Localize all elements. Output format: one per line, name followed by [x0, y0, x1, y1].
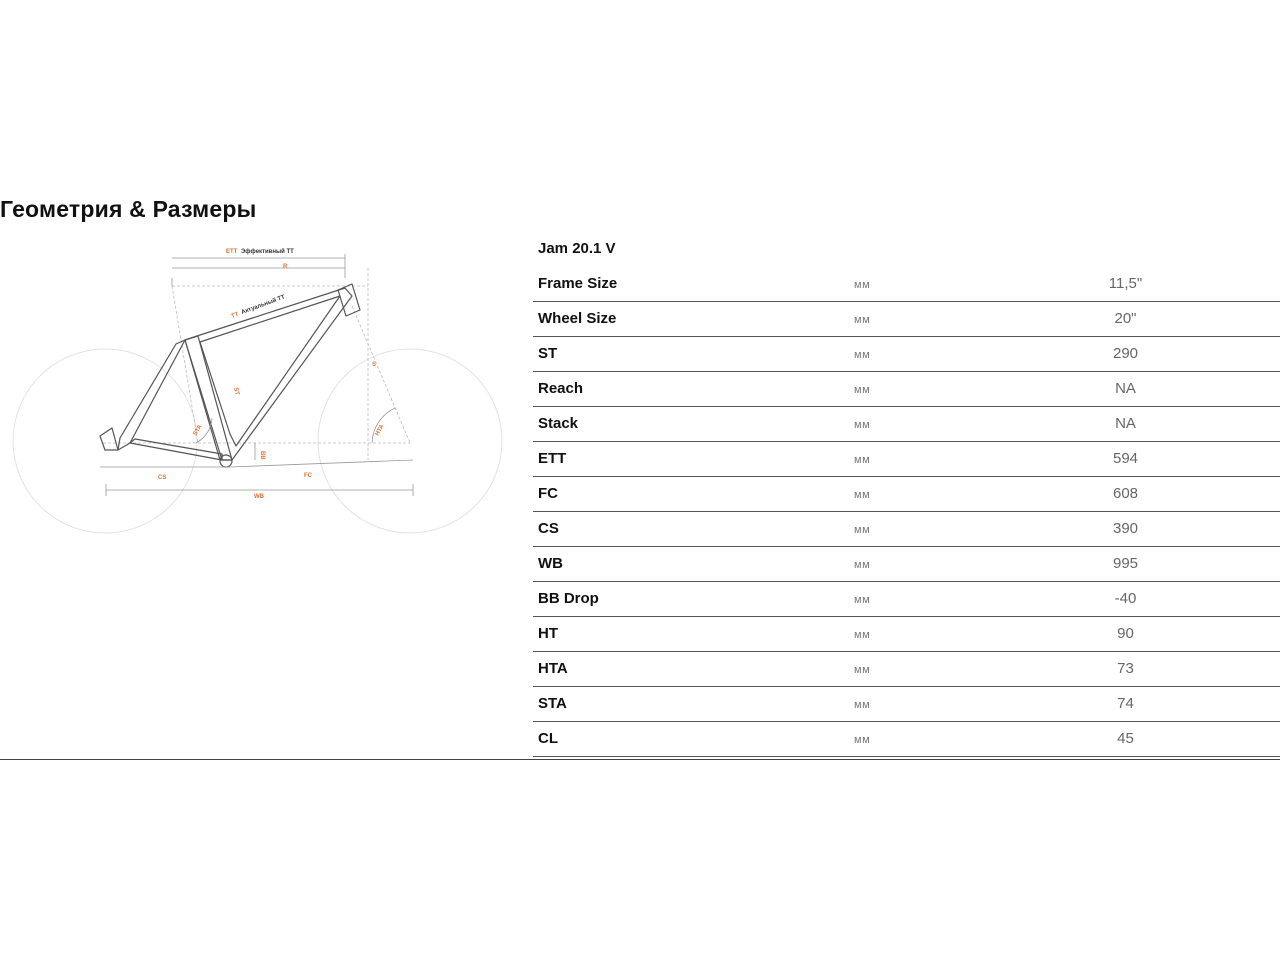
fc-label: FC — [304, 473, 312, 479]
table-row — [533, 267, 1280, 302]
row-unit: мм — [854, 419, 871, 431]
row-unit: мм — [854, 454, 871, 466]
row-value: 73 — [1117, 660, 1134, 677]
hta-label: HTA — [374, 423, 386, 437]
row-value: 74 — [1117, 695, 1134, 712]
row-value: NA — [1115, 380, 1136, 397]
row-unit: мм — [854, 699, 871, 711]
row-unit: мм — [854, 524, 871, 536]
table-row — [533, 302, 1280, 337]
row-parameter-name: CL — [538, 730, 558, 747]
row-value: 11,5" — [1108, 275, 1143, 292]
bike-geometry-diagram — [0, 238, 520, 548]
tt-code-label: TT — [230, 311, 240, 320]
row-parameter-name: STA — [538, 695, 567, 712]
row-value: 608 — [1112, 485, 1139, 502]
row-unit: мм — [854, 279, 871, 291]
row-unit: мм — [854, 664, 871, 676]
table-row — [533, 407, 1280, 442]
ett-code-label: ETT — [226, 249, 238, 255]
row-unit: мм — [854, 489, 871, 501]
row-parameter-name: BB Drop — [538, 590, 599, 607]
front-wheel — [318, 349, 502, 533]
row-unit: мм — [854, 559, 871, 571]
table-row — [533, 687, 1280, 722]
row-unit: мм — [854, 349, 871, 361]
row-parameter-name: Wheel Size — [538, 310, 617, 327]
row-unit: мм — [854, 629, 871, 641]
row-unit: мм — [854, 384, 871, 396]
table-row — [533, 617, 1280, 652]
st-label: ST — [232, 386, 240, 396]
row-value: NA — [1115, 415, 1136, 432]
row-value: 90 — [1117, 625, 1134, 642]
row-parameter-name: FC — [538, 485, 558, 502]
wb-label: WB — [254, 494, 264, 500]
row-parameter-name: ST — [538, 345, 558, 362]
row-parameter-name: Frame Size — [538, 275, 618, 292]
row-parameter-name: Reach — [538, 380, 584, 397]
row-parameter-name: ETT — [538, 450, 567, 467]
row-value: 390 — [1112, 520, 1139, 537]
row-value: 290 — [1112, 345, 1139, 362]
model-title: Jam 20.1 V — [538, 240, 616, 257]
table-row — [533, 582, 1280, 617]
sta-label: STA — [192, 423, 204, 437]
table-row — [533, 652, 1280, 687]
row-unit: мм — [854, 734, 871, 746]
table-row — [533, 547, 1280, 582]
row-unit: мм — [854, 594, 871, 606]
s-label: S — [372, 362, 377, 368]
row-unit: мм — [854, 314, 871, 326]
rear-wheel — [13, 349, 197, 533]
ett-text-label: Эффективный TT — [241, 249, 294, 255]
row-parameter-name: CS — [538, 520, 559, 537]
bottom-divider — [0, 759, 1280, 760]
row-parameter-name: HTA — [538, 660, 568, 677]
table-row — [533, 372, 1280, 407]
row-parameter-name: WB — [538, 555, 563, 572]
bike-frame — [100, 284, 360, 467]
r-label: R — [283, 264, 288, 270]
table-row — [533, 442, 1280, 477]
tt-text-label: Актуальный TT — [240, 294, 286, 316]
row-value: 20" — [1114, 310, 1137, 327]
row-parameter-name: Stack — [538, 415, 579, 432]
geometry-table — [533, 267, 1280, 757]
table-row — [533, 722, 1280, 757]
row-value: 594 — [1112, 450, 1139, 467]
table-row — [533, 477, 1280, 512]
bb-label: BB — [259, 451, 265, 460]
page-title: Геометрия & Размеры — [0, 196, 257, 222]
table-row — [533, 512, 1280, 547]
row-value: 45 — [1117, 730, 1134, 747]
row-parameter-name: HT — [538, 625, 558, 642]
cs-label: CS — [158, 475, 167, 481]
table-row — [533, 337, 1280, 372]
row-value: -40 — [1114, 590, 1137, 607]
row-value: 995 — [1112, 555, 1139, 572]
